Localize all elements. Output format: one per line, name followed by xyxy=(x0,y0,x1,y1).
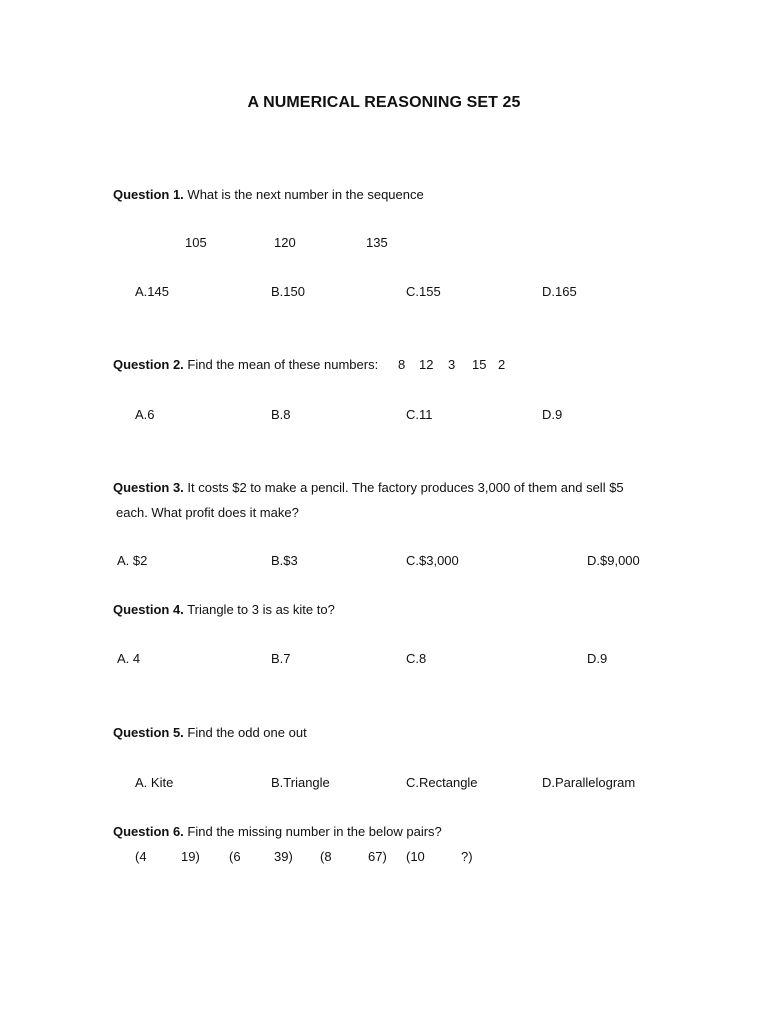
pair-token: (4 xyxy=(135,849,147,864)
pair-token: (6 xyxy=(229,849,241,864)
q5-option-c: C.Rectangle xyxy=(406,775,478,790)
q2-option-a: A.6 xyxy=(135,407,155,422)
sequence-value: 135 xyxy=(366,235,388,250)
q3-option-b: B.$3 xyxy=(271,553,298,568)
pair-token: (10 xyxy=(406,849,425,864)
question-1-text: What is the next number in the sequence xyxy=(187,187,424,202)
q5-option-b: B.Triangle xyxy=(271,775,330,790)
question-6-label: Question 6. xyxy=(113,824,184,839)
mean-number: 8 xyxy=(398,357,406,372)
question-2-label: Question 2. xyxy=(113,357,184,372)
question-4-label: Question 4. xyxy=(113,602,184,617)
question-1-label: Question 1. xyxy=(113,187,184,202)
mean-number: 2 xyxy=(498,357,506,372)
q3-option-a: A. $2 xyxy=(117,553,148,568)
sequence-value: 105 xyxy=(185,235,207,250)
q4-option-a: A. 4 xyxy=(117,651,141,666)
sequence-value: 120 xyxy=(274,235,296,250)
question-3-text: It costs $2 to make a pencil. The factory produces 3,000 of them and sell $5 xyxy=(187,480,624,495)
pair-token: 67) xyxy=(368,849,387,864)
question-6-text: Find the missing number in the below pairs? xyxy=(187,824,442,839)
q1-option-b: B.150 xyxy=(271,284,305,299)
mean-number: 12 xyxy=(419,357,434,372)
question-5-text: Find the odd one out xyxy=(187,725,307,740)
question-5-label: Question 5. xyxy=(113,725,184,740)
q4-option-b: B.7 xyxy=(271,651,291,666)
q3-option-d: D.$9,000 xyxy=(587,553,640,568)
question-3-label: Question 3. xyxy=(113,480,184,495)
question-1 xyxy=(113,187,424,203)
question-4-text: Triangle to 3 is as kite to? xyxy=(187,602,335,617)
question-3-text-line2: each. What profit does it make? xyxy=(116,505,299,520)
question-2-text: Find the mean of these numbers: xyxy=(187,357,379,372)
mean-number: 3 xyxy=(448,357,456,372)
pair-token: 39) xyxy=(274,849,293,864)
pair-token: 19) xyxy=(181,849,200,864)
question-2 xyxy=(113,357,378,373)
q2-option-d: D.9 xyxy=(542,407,563,422)
q3-option-c: C.$3,000 xyxy=(406,553,459,568)
q5-option-a: A. Kite xyxy=(135,775,174,790)
document-title: A NUMERICAL REASONING SET 25 xyxy=(247,94,521,111)
question-4 xyxy=(113,602,335,618)
q4-option-d: D.9 xyxy=(587,651,608,666)
q2-option-c: C.11 xyxy=(406,407,433,422)
question-6 xyxy=(113,824,442,840)
mean-number: 15 xyxy=(472,357,487,372)
q1-option-d: D.165 xyxy=(542,284,577,299)
q5-option-d: D.Parallelogram xyxy=(542,775,636,790)
question-3 xyxy=(113,480,624,496)
pair-token: ?) xyxy=(461,849,473,864)
q4-option-c: C.8 xyxy=(406,651,427,666)
pair-token: (8 xyxy=(320,849,332,864)
q1-option-a: A.145 xyxy=(135,284,169,299)
q2-option-b: B.8 xyxy=(271,407,291,422)
q1-option-c: C.155 xyxy=(406,284,441,299)
question-5 xyxy=(113,725,307,741)
